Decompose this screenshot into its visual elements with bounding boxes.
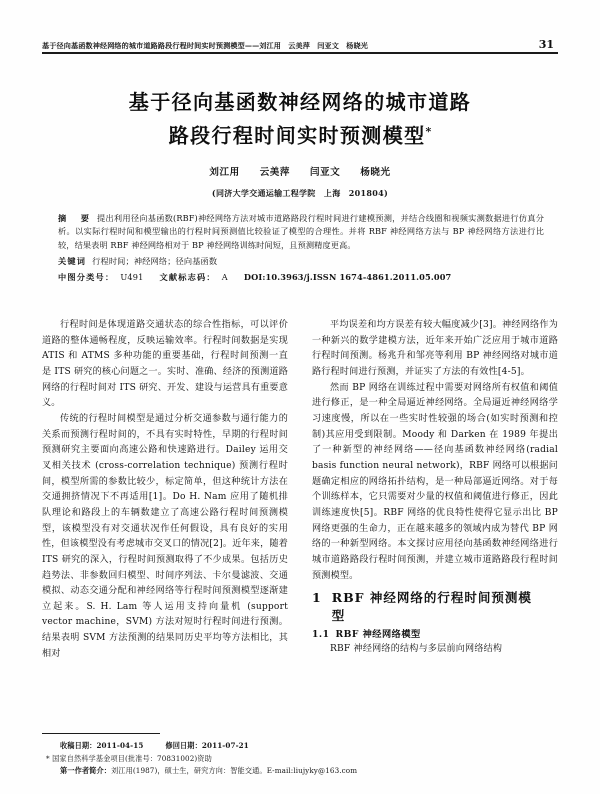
classification-line <box>58 270 544 284</box>
right-paragraph-3: RBF 神经网络的结构与多层前向网络结构 <box>330 644 503 655</box>
section-title <box>332 589 558 624</box>
section-heading-1 <box>312 589 558 624</box>
left-paragraph-2: 传统的行程时间模型是通过分析交通参数与通行能力的关系而预测行程时间的，不具有实时特性，早期的行程时间预测研究主要面向高速公路和快速路进行。Dailey 运用交叉相关技术 (cross-correlation technique) 预测行程时间，模型所需的参数比较少，标定简单，但这种统计方法在交通拥挤情况下不再适用[1]。Do H. Nam 应用了随机排队理论和路段上的车辆数建立了高速公路行程时间预测模型，该模型没有对交通状况作任何假设，具有良好的实用性，但该模型没有考虑城市交叉口的情况[2]。近年来，随着 ITS 研究的深入，行程时间预测取得了不少成果。包括历史趋势法、非参数回归模型、时间序列法、卡尔曼滤波、交通模拟、动态交通分配和神经网络等行程时间预测模型逐渐建立起来。S. H. Lam 等人运用支持向量机 (support vector machine，SVM) 方法对短时行程时间进行预测。结果表明 SVM 方法预测的结果同历史平均等方法相比，其相对 <box>42 413 288 659</box>
right-column <box>312 318 558 730</box>
footnote-dates <box>42 740 462 753</box>
document-code-segment <box>159 272 227 282</box>
running-head-title: 基于径向基函数神经网络的城市道路路段行程时间实时预测模型——刘江用 云美萍 闫亚文 杨晓光 <box>42 41 368 50</box>
subsection-title: RBF 神经网络模型 <box>335 629 421 641</box>
section-title-line-2: 型 <box>331 607 346 623</box>
abstract-paragraph <box>58 212 544 252</box>
subsection-number: 1.1 <box>312 629 330 641</box>
fund-text: 国家自然科学基金项目(批准号：70831002)资助 <box>52 753 212 763</box>
title-line-1: 基于径向基函数神经网络的城市道路 <box>128 90 472 114</box>
keywords-text: 行程时间；神经网络；径向基函数 <box>92 255 218 266</box>
clc-segment <box>58 272 143 282</box>
clc-label: 中图分类号： <box>58 271 115 282</box>
abstract-block <box>58 212 544 284</box>
author-3: 闫亚文 <box>310 167 341 178</box>
author-1: 刘江用 <box>209 167 240 178</box>
footnote-divider <box>42 733 160 734</box>
header-divider <box>42 52 558 54</box>
author-4: 杨晓光 <box>360 167 391 178</box>
author-bio-text: 刘江用(1987)，硕士生，研究方向：智能交通。E-mail:liujyky@163.com <box>111 766 358 776</box>
body-columns <box>42 318 558 730</box>
keywords-label: 关键词 <box>58 255 87 266</box>
fund-marker: * <box>46 753 50 763</box>
footnote-block <box>42 740 462 778</box>
revised-label: 修回日期： <box>165 741 202 750</box>
received-value: 2011-04-15 <box>96 741 144 750</box>
abstract-text: 提出利用径向基函数(RBF)神经网络方法对城市道路路段行程时间进行建模预测，并结合线圈和视频实测数据进行仿真分析。以实际行程时间和模型输出的行程时间预测值比较验证了模型的合理性。并将 RBF 神经网络方法与 BP 神经网络方法进行比较，结果表明 RBF 神经网络相对于 BP 神经网络训练时间短，且预测精度更高。 <box>58 213 544 250</box>
left-column <box>42 318 288 730</box>
title-line-2: 路段行程时间实时预测模型 <box>168 123 426 148</box>
running-head <box>42 38 558 51</box>
received-label: 收稿日期： <box>60 741 97 750</box>
document-code-label: 文献标志码： <box>159 271 216 282</box>
revised-value: 2011-07-21 <box>201 741 249 750</box>
keywords-line <box>58 254 544 268</box>
section-number: 1 <box>312 590 322 606</box>
footnote-fund <box>42 753 462 766</box>
clc-value: U491 <box>120 271 144 282</box>
page-title <box>42 88 558 151</box>
author-bio-label: 第一作者简介： <box>60 766 112 776</box>
title-line-2-wrapper <box>42 117 558 151</box>
left-paragraph-1: 行程时间是体现道路交通状态的综合性指标，可以评价道路的整体通畅程度，反映运输效率。行程时间数据是实现 ATIS 和 ATMS 多种功能的重要基础，行程时间预测一直是 ITS 研究的核心问题之一。实时、准确、经济的预测道路网络的行程时间对 ITS 研究、开发、建设与运营具有重要意义。 <box>42 320 288 409</box>
title-footnote-marker: * <box>425 125 432 138</box>
doi-value: DOI:10.3963/j.ISSN 1674-4861.2011.05.007 <box>243 271 452 282</box>
author-2: 云美萍 <box>259 167 290 178</box>
author-list <box>42 164 558 178</box>
footnote-author-bio <box>42 765 462 778</box>
section-title-line-1: RBF 神经网络的行程时间预测模 <box>331 590 532 606</box>
right-paragraph-1: 平均误差和均方误差有较大幅度减少[3]。神经网络作为一种新兴的数学建模方法，近年来开始广泛应用于城市道路行程时间预测。杨兆升和邹亮等利用 BP 神经网络对城市道路行程时间进行预测，并证实了方法的有效性[4-5]。 <box>312 320 558 377</box>
affiliation: (同济大学交通运输工程学院 上海 201804) <box>211 188 389 198</box>
page-number: 31 <box>538 38 554 51</box>
right-paragraph-2: 然而 BP 网络在训练过程中需要对网络所有权值和阈值进行修正，是一种全局逼近神经网络。全局逼近神经网络学习速度慢，所以在一些实时性较强的场合(如实时预测和控制)其应用受到限制。Moody 和 Darken 在 1989 年提出了一种新型的神经网络——径向基函数神经网络(radial basis function neural network)，RBF 网络可以根据问题确定相应的网络拓扑结构，是一种局部逼近网络。对于每个训练样本，它只需要对少量的权值和阈值进行修正，因此训练速度快[5]。RBF 网络的优良特性使得它显示出比 BP 网络更强的生命力，正在越来越多的领域内成为替代 BP 网络的一种新型网络。本文探讨应用径向基函数神经网络进行城市道路路段行程时间预测，并建立城市道路路段行程时间预测模型。 <box>312 382 558 581</box>
document-code-value: A <box>221 271 228 282</box>
abstract-label: 摘 要 <box>58 213 93 223</box>
subsection-heading <box>312 627 558 642</box>
